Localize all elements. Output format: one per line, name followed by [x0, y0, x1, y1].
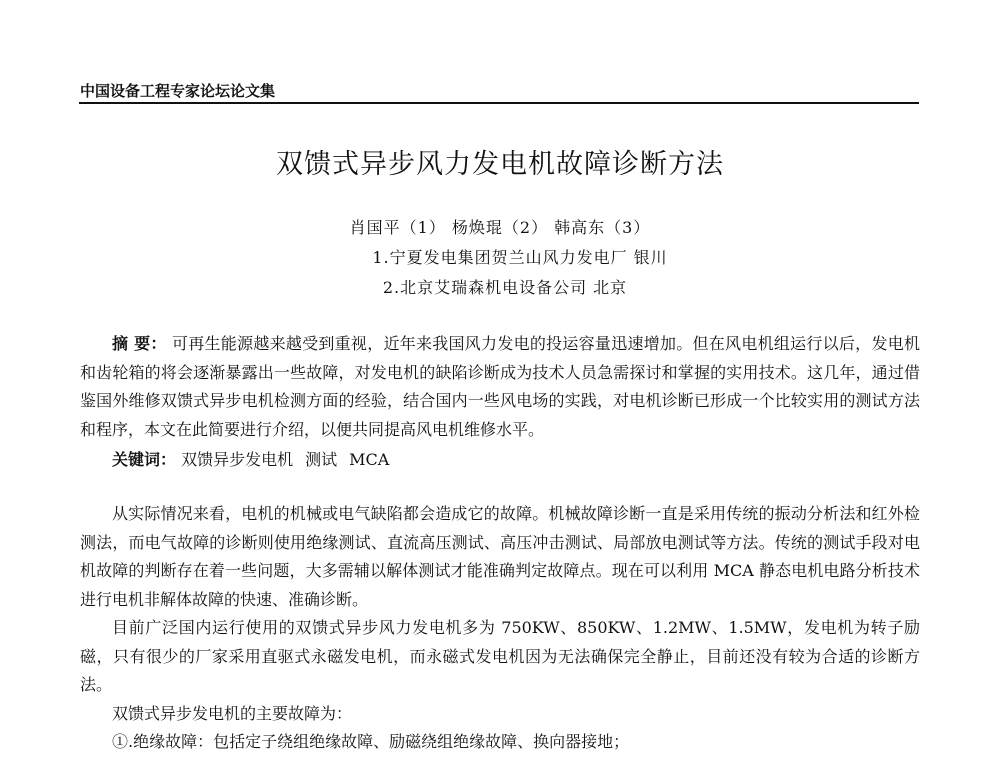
author-list: 肖国平（1） 杨焕琨（2） 韩高东（3） [349, 218, 651, 237]
keyword-item: MCA [349, 450, 390, 469]
keyword-item: 双馈异步发电机 [181, 450, 294, 469]
abstract-label: 摘 要： [112, 334, 167, 353]
header-rule [79, 102, 919, 104]
keywords-label: 关键词： [112, 450, 177, 469]
paper-title: 双馈式异步风力发电机故障诊断方法 [276, 149, 724, 180]
body-paragraph: 从实际情况来看，电机的机械或电气缺陷都会造成它的故障。机械故障诊断一直是采用传统的振动分析法和红外检测法，而电气故障的诊断则使用绝缘测试、直流高压测试、高压冲击测试、局部放电测试等方法。传统的测试手段对电机故障的判断存在着一些问题，大多需辅以解体测试才能准确判定故障点。现在可以利用 MCA 静态电机电路分析技术进行电机非解体故障的快速、准确诊断。 [80, 504, 920, 609]
keywords-line [80, 446, 920, 475]
body-paragraph: 目前广泛国内运行使用的双馈式异步风力发电机多为 750KW、850KW、1.2MW、1.5MW，发电机为转子励磁，只有很少的厂家采用直驱式永磁发电机，而永磁式发电机因为无法确保完全静止，目前还没有较为合适的诊断方法。 [80, 618, 920, 694]
affiliation-1: 1.宁夏发电集团贺兰山风力发电厂 银川 [372, 248, 668, 267]
abstract-paragraph [80, 330, 920, 444]
running-header: 中国设备工程专家论坛论文集 [80, 82, 276, 100]
keywords [80, 446, 920, 475]
affiliation-2: 2.北京艾瑞森机电设备公司 北京 [382, 278, 628, 297]
body-paragraph: 双馈式异步发电机的主要故障为： [112, 703, 353, 723]
abstract-text: 可再生能源越来越受到重视，近年来我国风力发电的投运容量迅速增加。但在风电机组运行以后，发电机和齿轮箱的将会逐渐暴露出一些故障，对发电机的缺陷诊断成为技术人员急需探讨和掌握的实用技术。这几年，通过借鉴国外维修双馈式异步电机检测方面的经验，结合国内一些风电场的实践，对电机诊断已形成一个比较实用的测试方法和程序，本文在此简要进行介绍，以便共同提高风电机维修水平。 [80, 334, 920, 439]
body-paragraph: ①.绝缘故障：包括定子绕组绝缘故障、励磁绕组绝缘故障、换向器接地； [112, 732, 630, 751]
abstract [80, 330, 920, 444]
keyword-item: 测试 [305, 450, 338, 469]
body-text [80, 500, 920, 757]
